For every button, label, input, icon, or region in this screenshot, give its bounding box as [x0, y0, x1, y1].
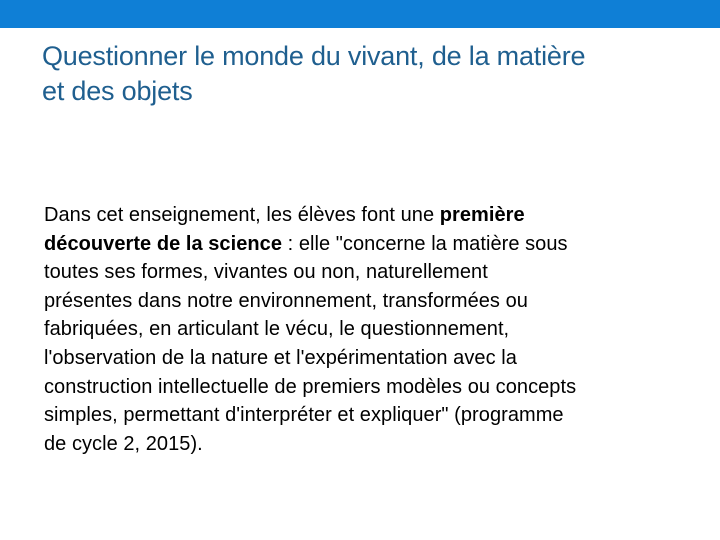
slide-title-line-1: Questionner le monde du vivant, de la matière [42, 41, 586, 71]
body-line-8: simples, permettant d'interpréter et expliquer" (programme [44, 404, 564, 427]
body-emphasis-science: découverte de la science [44, 232, 282, 255]
slide-title-line-2: et des objets [42, 76, 193, 106]
slide-top-accent-bar [0, 0, 720, 28]
body-emphasis-first: première [439, 204, 525, 226]
body-line-4: présentes dans notre environnement, transformées ou [44, 289, 528, 312]
body-line-2-after: : elle "concerne la matière sous [282, 232, 568, 255]
body-line-1-before: Dans cet enseignement, les élèves font une [44, 204, 440, 226]
body-line-9: de cycle 2, 2015). [44, 432, 203, 455]
body-line-7: construction intellectuelle de premiers modèles ou concepts [44, 375, 577, 398]
slide-title [42, 39, 682, 109]
body-line-3: toutes ses formes, vivantes ou non, naturellement [44, 261, 488, 284]
body-line-6: l'observation de la nature et l'expérimentation avec la [44, 346, 517, 369]
body-line-5: fabriquées, en articulant le vécu, le questionnement, [44, 318, 510, 341]
body-line-1 [44, 204, 525, 226]
body-paragraph [44, 201, 694, 458]
body-line-2 [44, 233, 568, 255]
